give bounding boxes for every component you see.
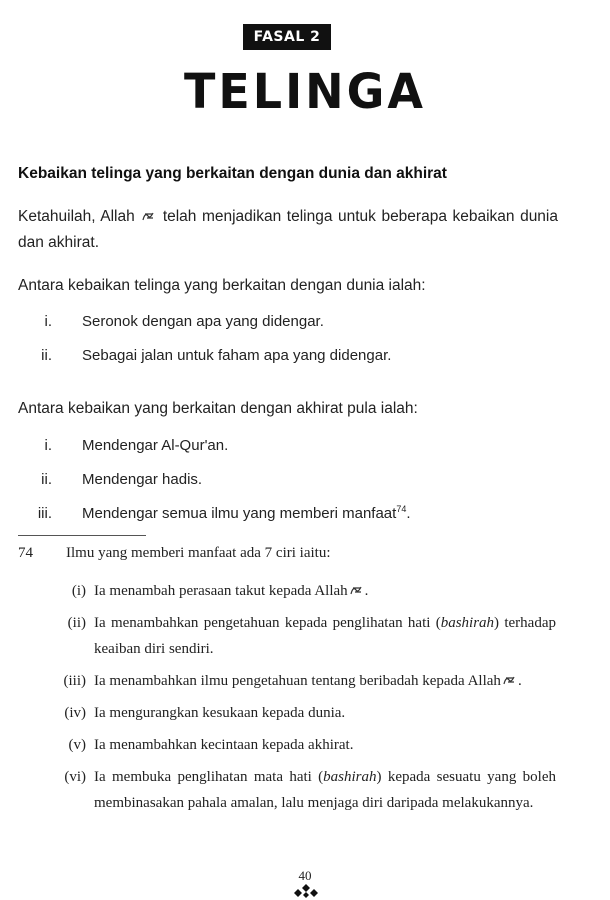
footnote-item bbox=[0, 578, 610, 604]
seal-glyph-icon bbox=[350, 584, 363, 596]
footnote-item-number: (ii) bbox=[67, 615, 86, 631]
footnote-item-end: . bbox=[517, 673, 522, 689]
footnote-item-italic: bashirah bbox=[440, 615, 495, 631]
footnote-item-text: Ia menambahkan pengetahuan kepada penglihatan hati ( bbox=[94, 615, 441, 631]
intro-paragraph bbox=[18, 204, 558, 256]
page-number: 40 bbox=[298, 868, 312, 883]
intro-text-after: telah menjadikan telinga untuk beberapa kebaikan dunia dan akhirat. bbox=[18, 208, 558, 251]
list-item-number: i. bbox=[44, 437, 52, 454]
list-item-text: Mendengar semua ilmu yang memberi manfaat bbox=[82, 505, 397, 522]
footnote-item bbox=[0, 700, 610, 726]
intro-text-before: Ketahuilah, Allah bbox=[18, 208, 135, 225]
footnote-item-text: Ia membuka penglihatan mata hati ( bbox=[94, 769, 324, 785]
list-item bbox=[0, 313, 600, 347]
list-item-number: iii. bbox=[37, 505, 52, 522]
akhirat-intro: Antara kebaikan yang berkaitan dengan akhirat pula ialah: bbox=[18, 400, 418, 417]
footnote-item-end: . bbox=[364, 583, 369, 599]
list-item-text-wrap bbox=[82, 505, 411, 522]
footnote-item-end: ) kepada sesuatu yang boleh membinasakan pahala amalan, lalu menjaga diri daripada melakukannya. bbox=[94, 769, 556, 811]
seal-glyph-icon bbox=[142, 210, 155, 222]
akhirat-list bbox=[0, 437, 600, 539]
footnote-item bbox=[0, 668, 610, 694]
footnote-item bbox=[0, 764, 610, 816]
footnote-item-text: Ia menambahkan kecintaan kepada akhirat. bbox=[94, 737, 354, 753]
footnote-intro: Ilmu yang memberi manfaat ada 7 ciri iaitu: bbox=[66, 545, 331, 561]
list-item bbox=[0, 437, 600, 471]
list-item-text: Mendengar Al-Qur'an. bbox=[82, 437, 229, 454]
footnote-item-number: (iv) bbox=[64, 705, 86, 721]
footnote-item-text: Ia menambah perasaan takut kepada Allah bbox=[94, 583, 348, 599]
list-item-number: ii. bbox=[41, 347, 52, 364]
seal-glyph-icon bbox=[503, 674, 516, 686]
list-item bbox=[0, 471, 600, 505]
footnote-item-number: (v) bbox=[68, 737, 86, 753]
footnote-list bbox=[0, 578, 610, 822]
dunia-intro: Antara kebaikan telinga yang berkaitan dengan dunia ialah: bbox=[18, 277, 426, 294]
footnote-divider bbox=[18, 535, 146, 536]
list-item bbox=[0, 505, 600, 539]
footnote-item-number: (iii) bbox=[63, 673, 86, 689]
footnote-item-number: (i) bbox=[71, 583, 86, 599]
list-item-end: . bbox=[406, 505, 411, 522]
footnote-item bbox=[0, 610, 610, 662]
dunia-list bbox=[0, 313, 600, 381]
footnote-item-end: ) terhadap keaiban diri sendiri. bbox=[94, 615, 556, 657]
footnote-item bbox=[0, 732, 610, 758]
list-item-text: Sebagai jalan untuk faham apa yang didengar. bbox=[82, 347, 392, 364]
footnote-item-text: Ia menambahkan ilmu pengetahuan tentang beribadah kepada Allah bbox=[94, 673, 501, 689]
chapter-label: FASAL 2 bbox=[243, 24, 331, 50]
footnote-item-text: Ia mengurangkan kesukaan kepada dunia. bbox=[94, 705, 346, 721]
footnote-number: 74 bbox=[18, 545, 33, 561]
section-heading: Kebaikan telinga yang berkaitan dengan dunia dan akhirat bbox=[18, 165, 447, 182]
footnote-item-number: (vi) bbox=[64, 769, 86, 785]
list-item-number: i. bbox=[44, 313, 52, 330]
diamond-ornament-icon bbox=[293, 884, 319, 898]
list-item-number: ii. bbox=[41, 471, 52, 488]
list-item bbox=[0, 347, 600, 381]
footnote-item-italic: bashirah bbox=[323, 769, 377, 785]
list-item-text: Seronok dengan apa yang didengar. bbox=[82, 313, 324, 330]
chapter-title: TELINGA bbox=[183, 62, 427, 120]
footnote-reference[interactable]: 74 bbox=[396, 504, 407, 514]
list-item-text: Mendengar hadis. bbox=[82, 471, 203, 488]
